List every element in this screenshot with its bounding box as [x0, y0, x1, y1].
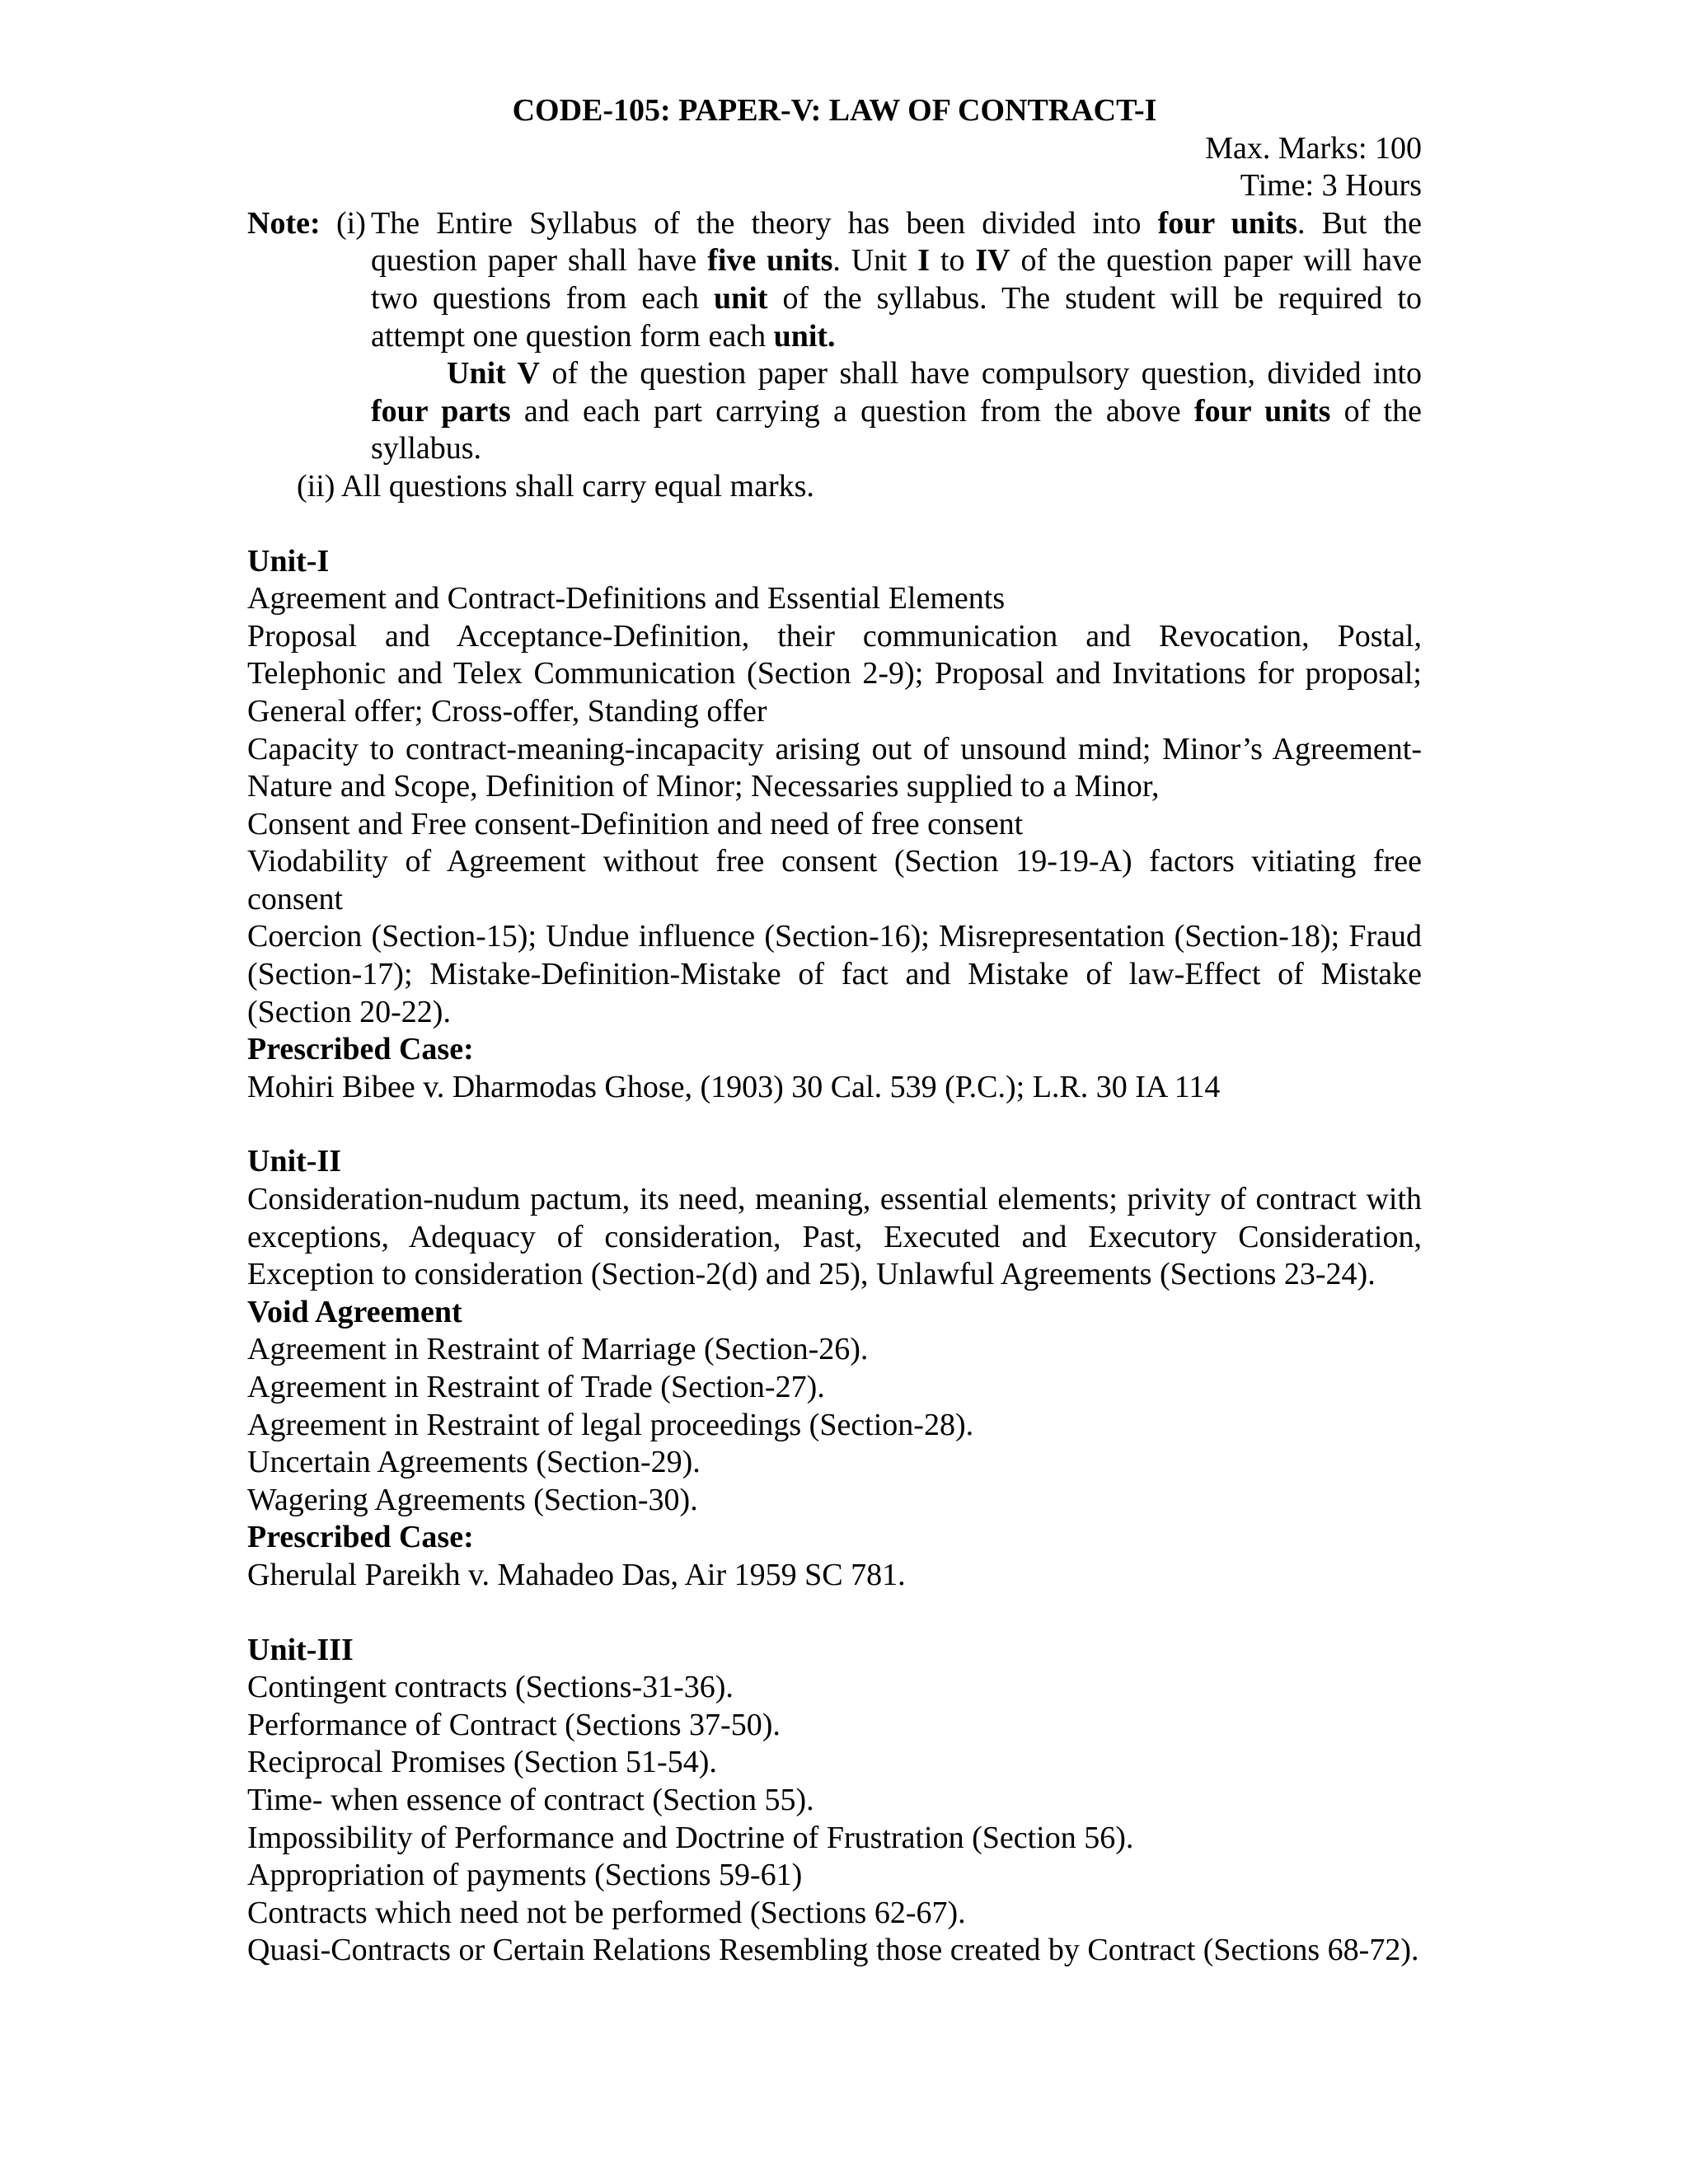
unit-2-intro: Consideration-nudum pactum, its need, meaning, essential elements; privity of contract with exceptions, Adequacy of consideration, Past, Executed and Executory Consideration, Exception to consideration (Section-2(d) and 25), Unlawful Agreements (Sections 23-24).: [247, 1182, 1422, 1292]
note-text: of the question paper will have two questions from each: [371, 243, 1422, 316]
note-emphasis: IV: [975, 243, 1010, 279]
list-item: Wagering Agreements (Section-30).: [247, 1482, 698, 1517]
list-item: Uncertain Agreements (Section-29).: [247, 1445, 701, 1480]
unit-3-list: [247, 1669, 1422, 1970]
note-text: . But the question paper shall have: [371, 205, 1423, 279]
unit-1-heading: Unit-I: [247, 543, 330, 579]
note-text: and each part carrying a question from the above: [510, 393, 1194, 429]
note-item-i-number: (i): [336, 205, 366, 241]
note-item-ii: (ii) All questions shall carry equal marks.: [297, 468, 814, 504]
unit-3-heading: Unit-III: [247, 1632, 354, 1667]
note-emphasis: unit.: [773, 318, 836, 354]
unit-1-case: Mohiri Bibee v. Dharmodas Ghose, (1903) 30 Cal. 539 (P.C.); L.R. 30 IA 114: [247, 1069, 1221, 1104]
note-text: of the question paper shall have compulsory question, divided into: [540, 356, 1423, 391]
note-item-i-continued: [371, 355, 1422, 468]
note-text: . Unit: [832, 243, 918, 279]
list-item: Quasi-Contracts or Certain Relations Resembling those created by Contract (Sections 68-72).: [247, 1933, 1419, 1968]
list-item: Agreement in Restraint of Marriage (Section-26).: [247, 1332, 869, 1367]
spacer: [247, 506, 1422, 543]
note-emphasis: I: [917, 243, 931, 279]
list-item: Contracts which need not be performed (Sections 62-67).: [247, 1895, 966, 1930]
note-emphasis: Unit V: [447, 356, 540, 391]
unit-2-case-label: Prescribed Case:: [247, 1520, 474, 1555]
list-item: Reciprocal Promises (Section 51-54).: [247, 1745, 717, 1780]
spacer: [247, 1595, 1422, 1632]
unit-2-case: Gherulal Pareikh v. Mahadeo Das, Air 1959 SC 781.: [247, 1557, 906, 1592]
unit-1-topic: Consent and Free consent-Definition and need of free consent: [247, 806, 1024, 841]
list-item: Agreement in Restraint of Trade (Section-27).: [247, 1370, 825, 1404]
syllabus-page: [247, 92, 1422, 1970]
max-marks: Max. Marks: 100: [1205, 130, 1422, 166]
note-emphasis: four units: [1157, 205, 1297, 241]
note-text: to: [930, 243, 976, 279]
unit-1-topic: Viodability of Agreement without free consent (Section 19-19-A) factors vitiating free consent: [247, 844, 1422, 916]
unit-1-topic: Coercion (Section-15); Undue influence (Section-16); Misrepresentation (Section-18); Fraud (Section-17); Mistake-Definition-Mistake of fact and Mistake of law-Effect of Mistake (Section 20-22).: [247, 919, 1422, 1029]
unit-1-section: [247, 543, 1422, 1107]
note-text: of the syllabus. The student will be required to attempt one question form each: [371, 280, 1422, 354]
note-emphasis: five units: [707, 243, 833, 279]
note-emphasis: unit: [714, 280, 768, 316]
note-item-i: [371, 205, 1422, 355]
unit-1-topic: Agreement and Contract-Definitions and Essential Elements: [247, 581, 1006, 616]
unit-3-section: [247, 1632, 1422, 1970]
list-item: Time- when essence of contract (Section 55).: [247, 1782, 814, 1817]
unit-1-topic: Capacity to contract-meaning-incapacity arising out of unsound mind; Minor’s Agreement- Nature and Scope, Definition of Minor; Necessaries supplied to a Minor,: [247, 731, 1422, 804]
note-label: Note:: [247, 205, 321, 241]
unit-2-section: [247, 1143, 1422, 1594]
paper-title: CODE-105: PAPER-V: LAW OF CONTRACT-I: [512, 93, 1157, 128]
unit-2-heading: Unit-II: [247, 1144, 342, 1179]
list-item: Performance of Contract (Sections 37-50).: [247, 1707, 781, 1742]
unit-1-topic: Proposal and Acceptance-Definition, their communication and Revocation, Postal, Telephonic and Telex Communication (Section 2-9); Proposal and Invitations for proposal; General offer; Cross-offer, Standing offer: [247, 618, 1422, 729]
note-text: of the syllabus.: [371, 393, 1422, 466]
list-item: Agreement in Restraint of legal proceedings (Section-28).: [247, 1407, 974, 1442]
list-item: Impossibility of Performance and Doctrine of Frustration (Section 56).: [247, 1820, 1134, 1855]
list-item: Appropriation of payments (Sections 59-61): [247, 1858, 803, 1893]
unit-1-case-label: Prescribed Case:: [247, 1032, 474, 1067]
void-agreement-label: Void Agreement: [247, 1294, 462, 1329]
instructions-note: [247, 205, 1422, 506]
list-item: Contingent contracts (Sections-31-36).: [247, 1670, 734, 1705]
note-emphasis: four units: [1193, 393, 1331, 429]
note-text: The Entire Syllabus of the theory has been divided into: [371, 205, 1158, 241]
void-agreement-list: [247, 1331, 1422, 1519]
time-allowed: Time: 3 Hours: [1240, 168, 1422, 204]
spacer: [247, 1106, 1422, 1143]
note-emphasis: four parts: [371, 393, 511, 429]
